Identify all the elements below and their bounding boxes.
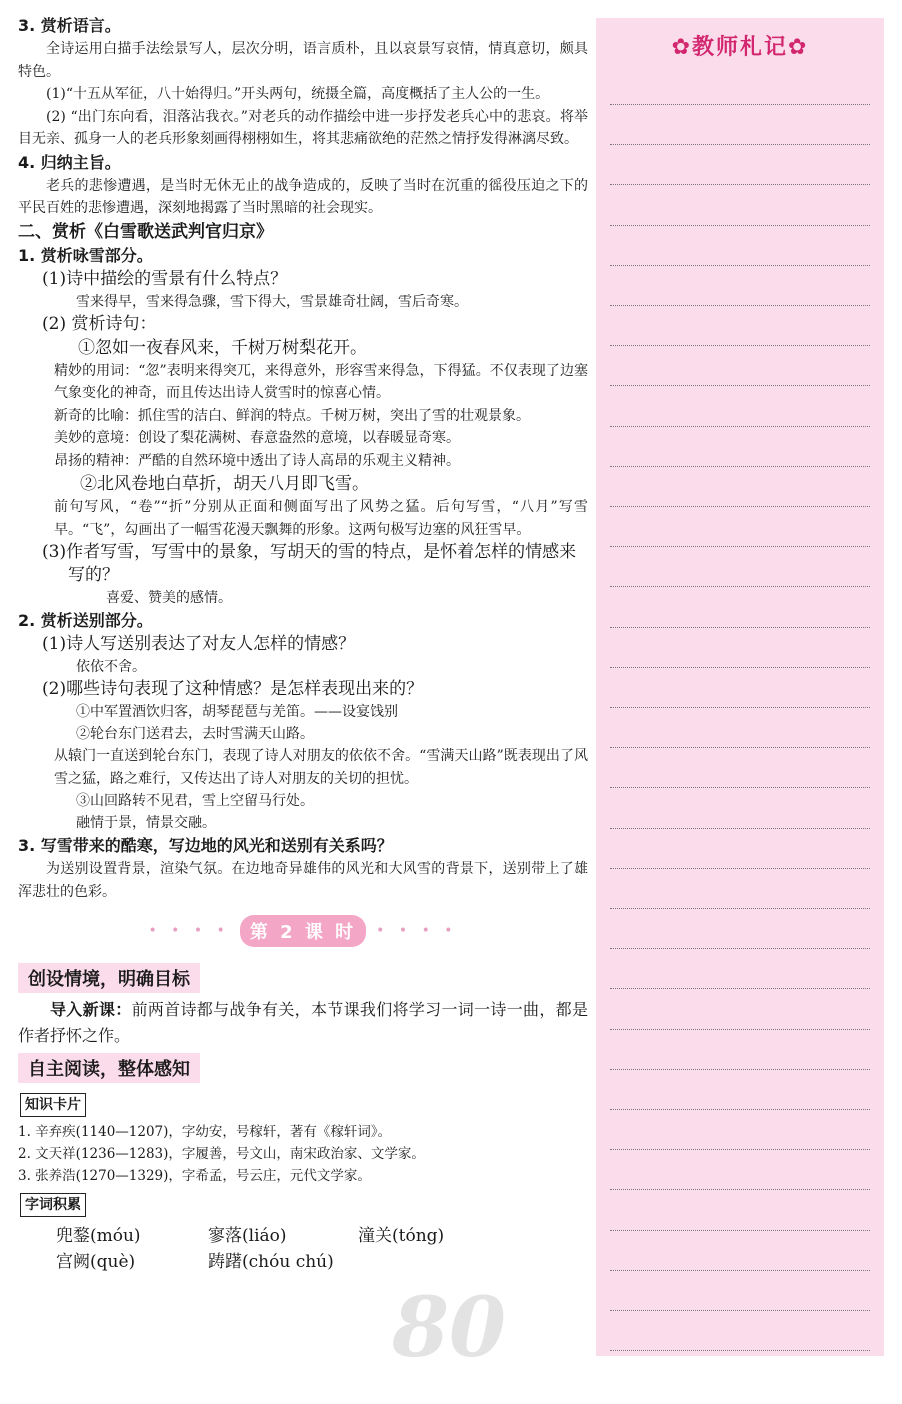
answer: 雪来得早，雪来得急骤，雪下得大，雪景雄奇壮阔，雪后奇寒。 xyxy=(76,293,468,310)
knowledge-card-tag: 知识卡片 xyxy=(20,1093,86,1117)
answer: 依依不舍。 xyxy=(76,659,146,675)
card-item: 2. 文天祥(1236—1283)，字履善，号文山，南宋政治家、文学家。 xyxy=(18,1146,425,1162)
intro-text: 前两首诗都与战争有关，本节课我们将学习一词一诗一曲，都是作者抒怀之作。 xyxy=(18,1000,588,1045)
card-item: 3. 张养浩(1270—1329)，字希孟，号云庄，元代文学家。 xyxy=(18,1168,371,1184)
vocabulary-tag: 字词积累 xyxy=(20,1193,86,1217)
note-line xyxy=(610,1149,870,1150)
notes-lines xyxy=(610,86,870,1356)
intro-paragraph xyxy=(18,997,588,1049)
note-line xyxy=(610,1230,870,1231)
paragraph: 昂扬的精神：严酷的自然环境中透出了诗人高昂的乐观主义精神。 xyxy=(54,452,460,469)
vocab-word: 踌躇(chóu chú) xyxy=(208,1252,334,1272)
section-band: 创设情境，明确目标 xyxy=(18,963,200,993)
intro-lead: 导入新课： xyxy=(50,1000,132,1019)
note-line xyxy=(610,1270,870,1271)
subsection-heading: 3. 写雪带来的酷寒，写边地的风光和送别有关系吗？ xyxy=(18,836,393,855)
note-line xyxy=(610,787,870,788)
paragraph: 全诗运用白描手法绘景写人，层次分明，语言质朴，且以哀景写哀情，情真意切，颇具特色。 xyxy=(18,41,588,80)
page-number: 80 xyxy=(392,1280,507,1376)
poem-line: ②北风卷地白草折，胡天八月即飞雪。 xyxy=(80,474,369,494)
subsection-heading: 3. 赏析语言。 xyxy=(18,16,121,35)
note-line xyxy=(610,184,870,185)
note-line xyxy=(610,1069,870,1070)
answer: ②轮台东门送君去，去时雪满天山路。 xyxy=(76,726,314,742)
lesson-divider xyxy=(18,915,588,947)
paragraph: 为送别设置背景，渲染气氛。在边地奇异雄伟的风光和大风雪的背景下，送别带上了雄浑悲壮的色彩。 xyxy=(18,861,588,900)
subsection-heading: 1. 赏析咏雪部分。 xyxy=(18,245,153,265)
lesson-badge: 第 2 课 时 xyxy=(240,915,366,947)
notes-title: ✿教师札记✿ xyxy=(671,35,809,60)
note-line xyxy=(610,426,870,427)
note-line xyxy=(610,265,870,266)
note-line xyxy=(610,988,870,989)
note-line xyxy=(610,868,870,869)
note-line xyxy=(610,627,870,628)
note-line xyxy=(610,305,870,306)
question: (1)诗人写送别表达了对友人怎样的情感？ xyxy=(42,634,356,654)
note-line xyxy=(610,667,870,668)
note-line xyxy=(610,225,870,226)
vocab-word: 宫阙(què) xyxy=(56,1252,136,1272)
note-line xyxy=(610,747,870,748)
subsection-heading: 2. 赏析送别部分。 xyxy=(18,611,153,630)
paragraph: 前句写风，“卷”“折”分别从正面和侧面写出了风势之猛。后句写雪，“八月”写雪早。“飞”，勾画出了一幅雪花漫天飘舞的形象。这两句极写边塞的风狂雪早。 xyxy=(54,499,588,538)
paragraph: 从辕门一直送到轮台东门，表现了诗人对朋友的依依不舍。“雪满天山路”既表现出了风雪之猛，路之难行，又传达出了诗人对朋友的关切的担忧。 xyxy=(54,748,588,787)
note-line xyxy=(610,104,870,105)
card-item: 1. 辛弃疾(1140—1207)，字幼安，号稼轩，著有《稼轩词》。 xyxy=(18,1124,392,1140)
subsection-heading: 4. 归纳主旨。 xyxy=(18,152,121,172)
paragraph: 老兵的悲惨遭遇，是当时无休无止的战争造成的，反映了当时在沉重的徭役压迫之下的平民百姓的悲惨遭遇，深刻地揭露了当时黑暗的社会现实。 xyxy=(18,177,588,216)
question: (2) 赏析诗句： xyxy=(42,313,157,334)
section-heading: 二、赏析《白雪歌送武判官归京》 xyxy=(18,221,273,242)
answer: 喜爱、赞美的感情。 xyxy=(106,590,232,606)
question: (3)作者写雪，写雪中的景象，写胡天的雪的特点，是怀着怎样的情感来写的？ xyxy=(42,542,577,585)
note-line xyxy=(610,385,870,386)
paragraph: (2) “出门东向看，泪落沾我衣。”对老兵的动作描绘中进一步抒发老兵心中的悲哀。将举目无亲、孤身一人的老兵形象刻画得栩栩如生，将其悲痛欲绝的茫然之情抒发得淋漓尽致。 xyxy=(18,108,588,147)
note-line xyxy=(610,1189,870,1190)
paragraph: 美妙的意境：创设了梨花满树、春意盎然的意境，以春暖显奇寒。 xyxy=(54,430,460,446)
note-line xyxy=(610,707,870,708)
note-line xyxy=(610,506,870,507)
note-line xyxy=(610,908,870,909)
vocabulary-list xyxy=(18,1221,588,1277)
divider-dots: • • • • xyxy=(148,923,230,939)
note-line xyxy=(610,546,870,547)
note-line xyxy=(610,1109,870,1110)
paragraph: 新奇的比喻：抓住雪的洁白、鲜润的特点。千树万树，突出了雪的壮观景象。 xyxy=(54,407,530,424)
section-band: 自主阅读，整体感知 xyxy=(18,1053,200,1083)
note-line xyxy=(610,1350,870,1351)
note-line xyxy=(610,586,870,587)
note-line xyxy=(610,1310,870,1311)
teacher-notes-panel xyxy=(596,18,884,1356)
note-line xyxy=(610,1029,870,1030)
vocab-word: 潼关(tóng) xyxy=(358,1226,445,1246)
answer: ③山回路转不见君，雪上空留马行处。 xyxy=(76,793,314,809)
note-line xyxy=(610,828,870,829)
main-content xyxy=(18,14,588,1277)
paragraph: (1)“十五从军征，八十始得归。”开头两句，统摄全篇，高度概括了主人公的一生。 xyxy=(46,86,550,102)
note-line xyxy=(610,345,870,346)
note-line xyxy=(610,466,870,467)
note-line xyxy=(610,948,870,949)
answer: ①中军置酒饮归客，胡琴琵琶与羌笛。——设宴饯别 xyxy=(76,704,398,720)
note-line xyxy=(610,144,870,145)
vocab-word: 兜鍪(móu) xyxy=(56,1226,141,1246)
answer: 融情于景，情景交融。 xyxy=(76,815,216,831)
question: (2)哪些诗句表现了这种情感？是怎样表现出来的？ xyxy=(42,679,424,699)
question: (1)诗中描绘的雪景有什么特点？ xyxy=(42,268,288,289)
poem-line: ①忽如一夜春风来，千树万树梨花开。 xyxy=(78,337,367,358)
vocab-word: 寥落(liáo) xyxy=(208,1226,287,1246)
divider-dots: • • • • xyxy=(376,923,458,939)
paragraph: 精妙的用词：“忽”表明来得突兀，来得意外，形容雪来得急，下得猛。不仅表现了边塞气象变化的神奇，而且传达出诗人赏雪时的惊喜心情。 xyxy=(54,362,588,401)
